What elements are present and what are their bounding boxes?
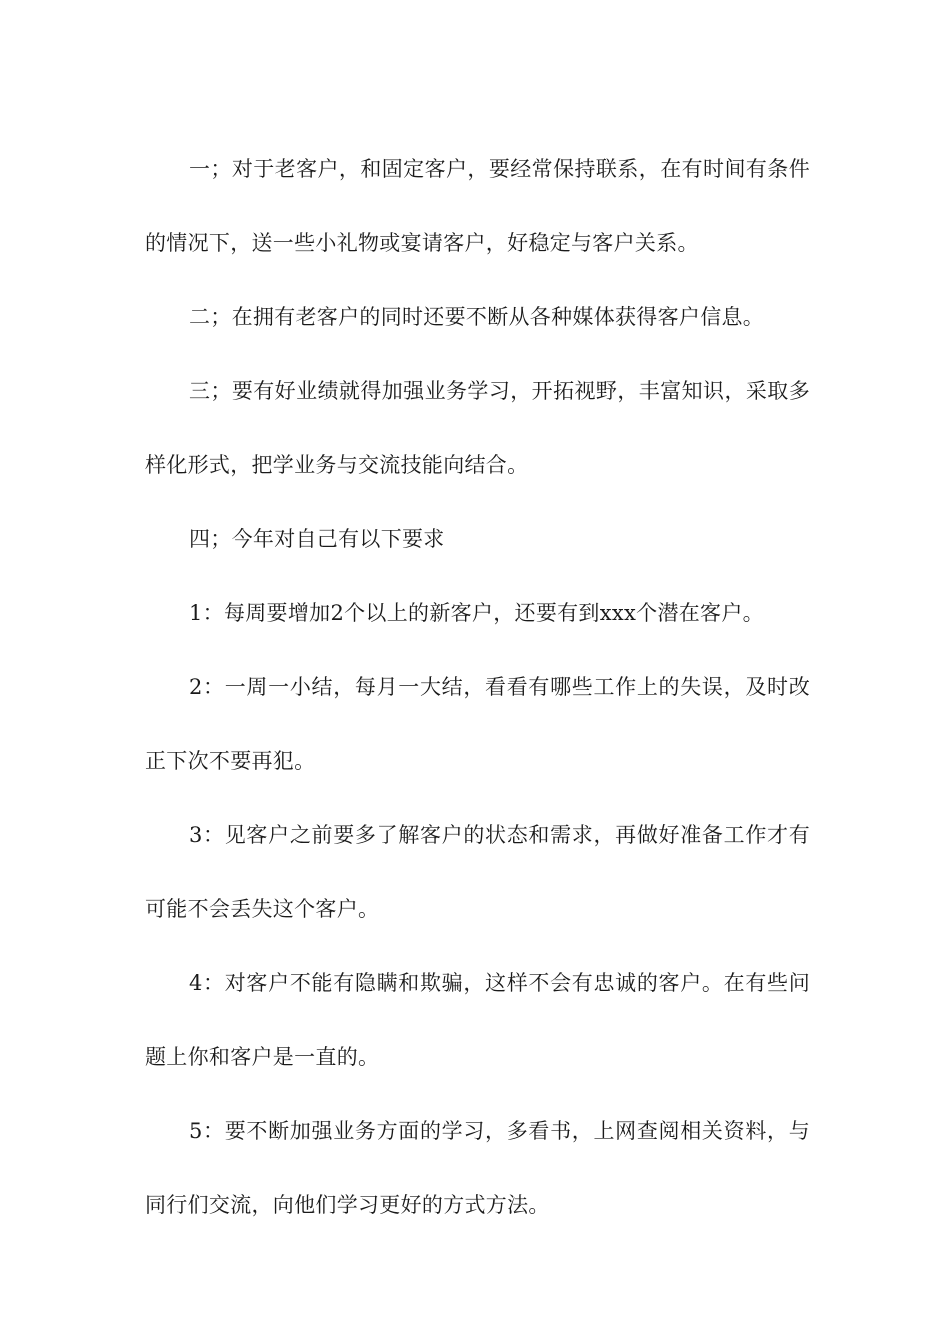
list-item-5: 5：要不断加强业务方面的学习，多看书，上网查阅相关资料，与同行们交流，向他们学习更好的方式方法。 [145,1119,810,1217]
list-item-1: 1：每周要增加2个以上的新客户，还要有到xxx个潜在客户。 [189,601,764,625]
paragraph-4: 四；今年对自己有以下要求 [189,527,445,551]
paragraph-2: 二；在拥有老客户的同时还要不断从各种媒体获得客户信息。 [189,305,765,329]
paragraph-3: 三；要有好业绩就得加强业务学习，开拓视野，丰富知识，采取多样化形式，把学业务与交流技能向结合。 [145,379,810,477]
paragraph-1: 一；对于老客户，和固定客户，要经常保持联系，在有时间有条件的情况下，送一些小礼物或宴请客户，好稳定与客户关系。 [145,157,810,255]
list-item-4: 4：对客户不能有隐瞒和欺骗，这样不会有忠诚的客户。在有些问题上你和客户是一直的。 [145,971,810,1069]
list-item-3: 3：见客户之前要多了解客户的状态和需求，再做好准备工作才有可能不会丢失这个客户。 [145,823,810,921]
list-item-2: 2：一周一小结，每月一大结，看看有哪些工作上的失误，及时改正下次不要再犯。 [145,675,810,773]
document-body [145,132,810,1242]
